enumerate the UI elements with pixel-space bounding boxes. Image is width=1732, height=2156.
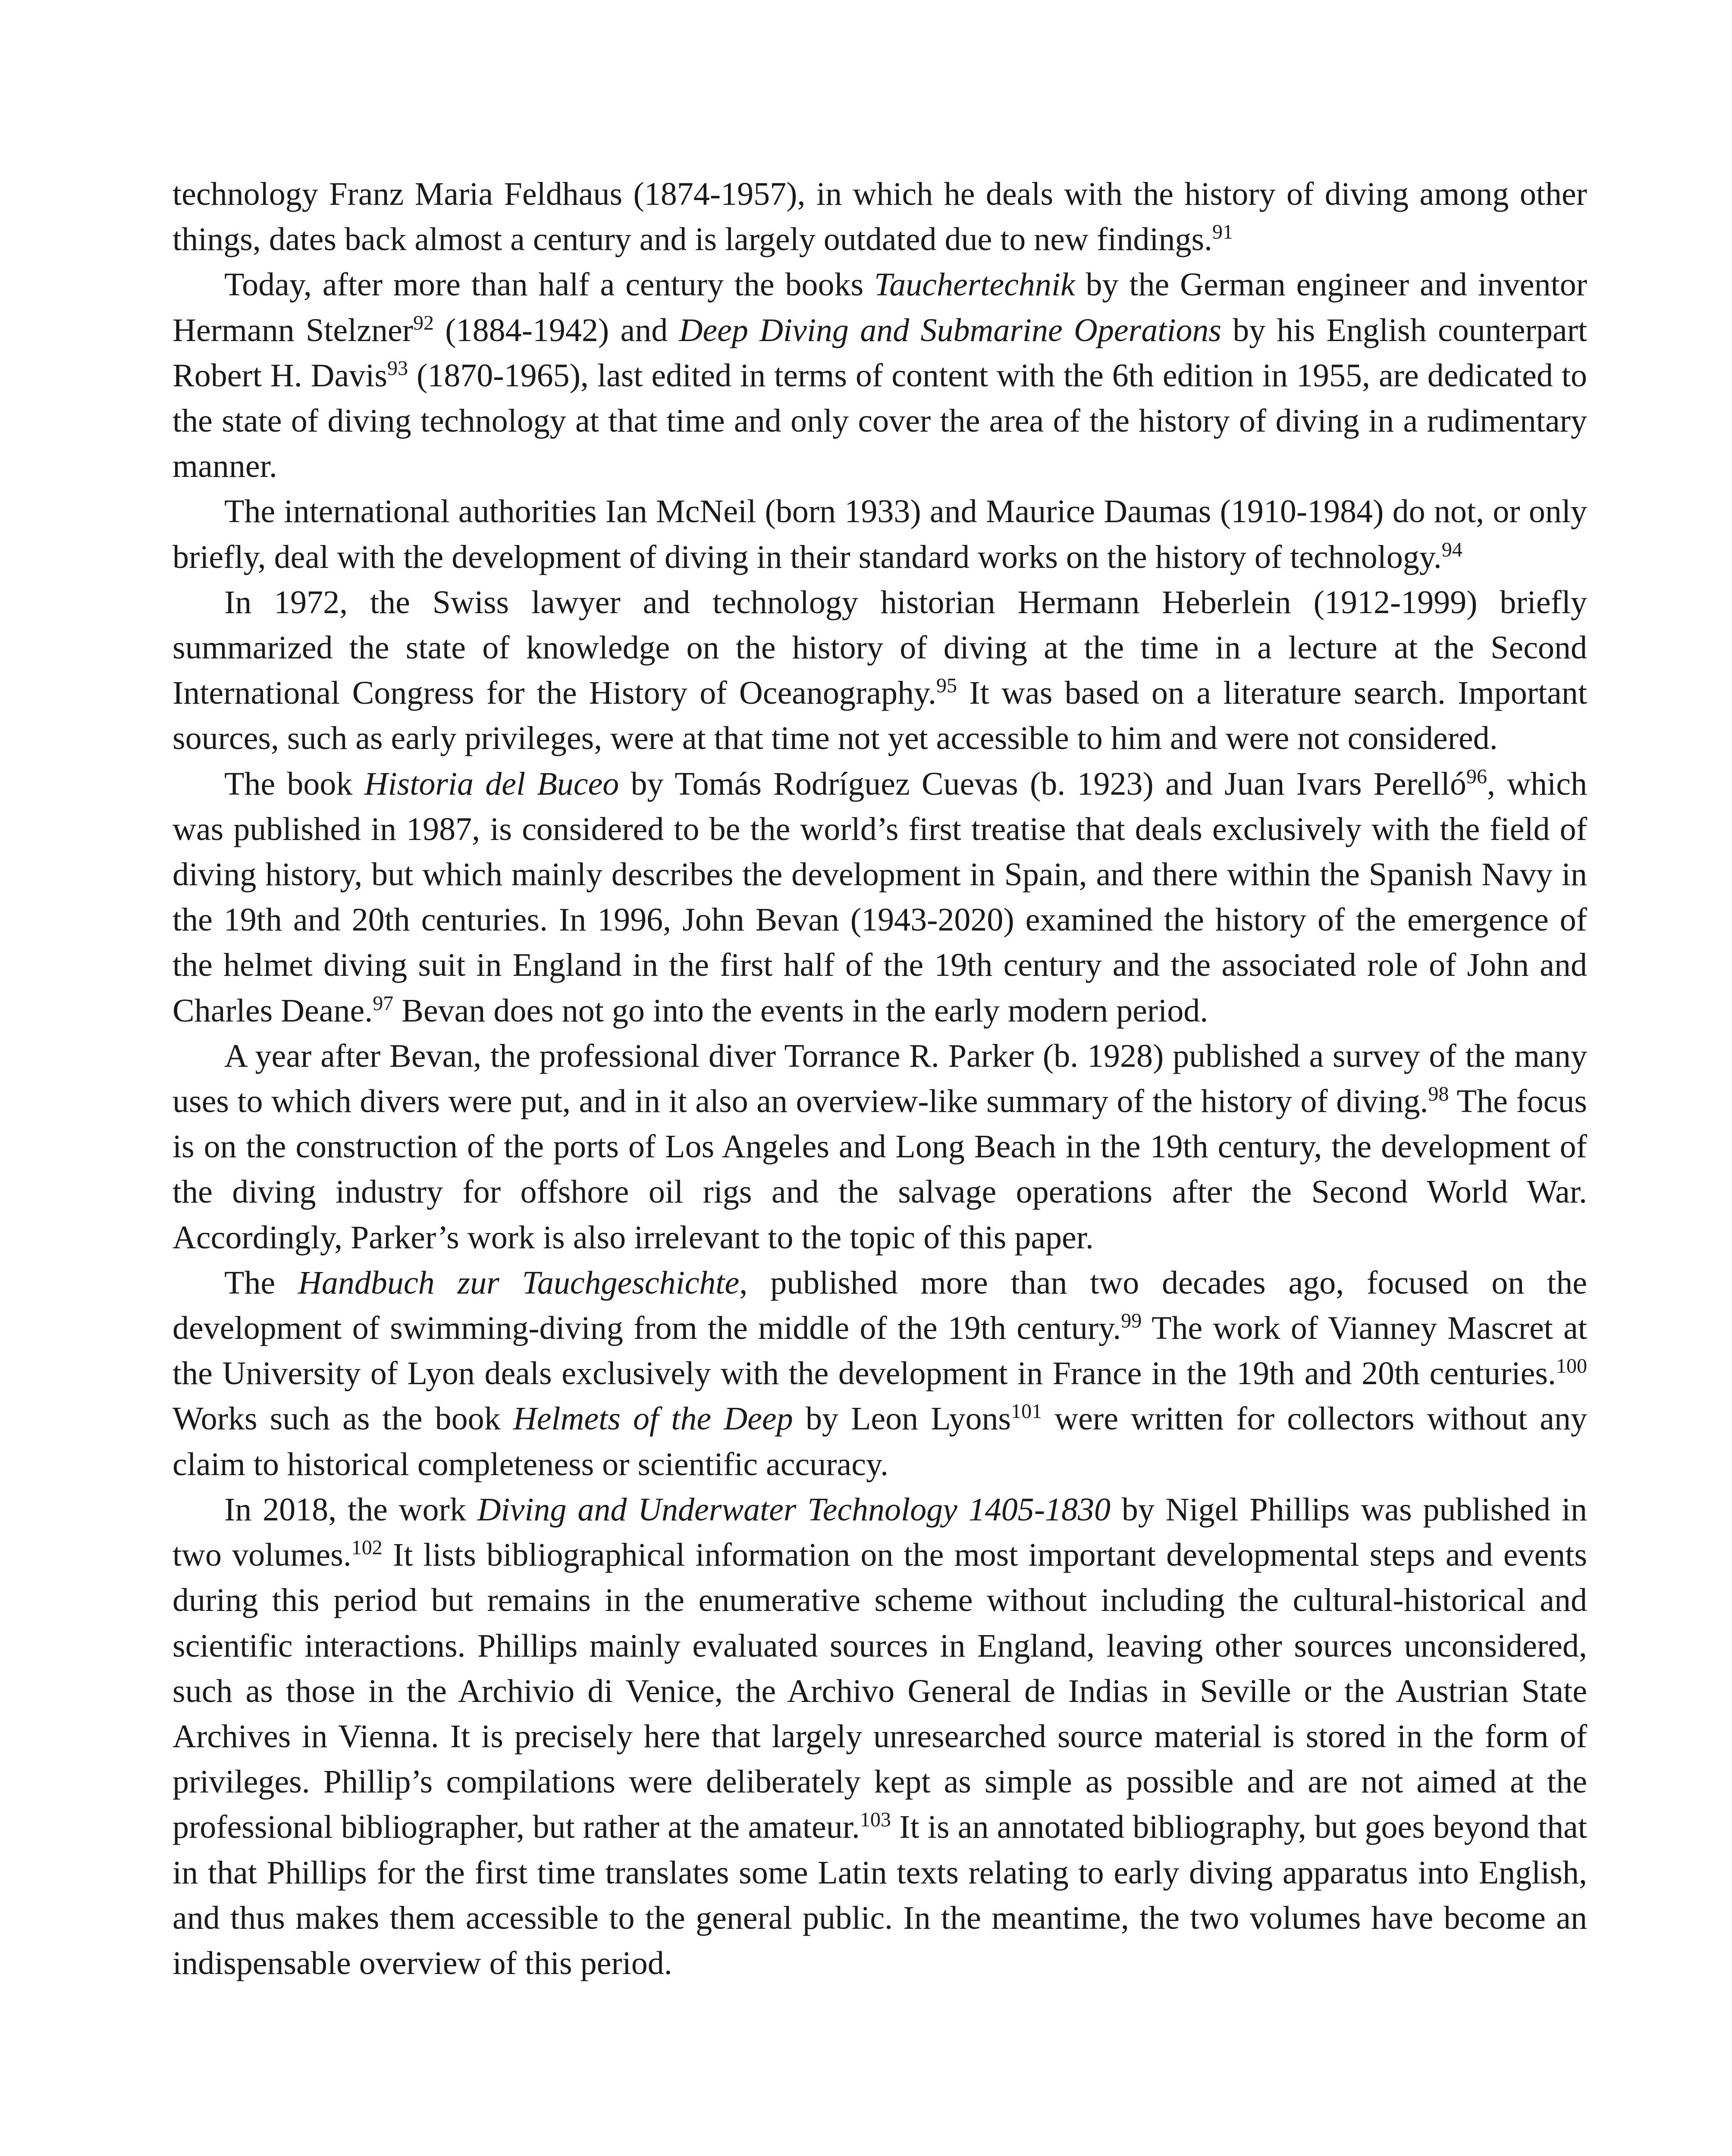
text-run: by the German engineer and inventor Hermann Stelzner <box>173 266 1587 348</box>
footnote-ref: 91 <box>1212 220 1233 244</box>
text-run: The work of Vianney Mascret at the University of Lyon deals exclusively with the development in France in the 19th and 20th centuries. <box>173 1310 1587 1392</box>
text-run: Works such as the book <box>173 1401 513 1437</box>
footnote-ref: 103 <box>860 1808 891 1831</box>
paragraph-mcneil-daumas <box>173 489 1587 580</box>
footnote-ref: 97 <box>373 992 394 1015</box>
footnote-ref: 93 <box>387 357 408 380</box>
footnote-ref: 101 <box>1011 1400 1042 1423</box>
text-run: It lists bibliographical information on the most important developmental steps and events during this period but remains in the enumerative scheme without including the cultural-historical and scientific interactions. Phillips mainly evaluated sources in England, leaving other sources unconsidered, such as those in the Archivio di Venice, the Archivo General de Indias in Seville or the Austrian State Archives in Vienna. It is precisely here that largely unresearched source material is stored in the form of privileges. Phillip’s compilations were deliberately kept as simple as possible and are not aimed at the professional bibliographer, but rather at the amateur. <box>173 1537 1588 1846</box>
text-run: were written for collectors without any claim to historical completeness or scientific accuracy. <box>173 1401 1588 1482</box>
paragraph-tauchertechnik <box>173 262 1587 489</box>
text-run: The focus is on the construction of the ports of Los Angeles and Long Beach in the 19th century, the development of the diving industry for offshore oil rigs and the salvage operations after the Second World War. Accordingly, Parker’s work is also irrelevant to the topic of this paper. <box>173 1083 1587 1256</box>
paragraph-parker <box>173 1034 1587 1260</box>
italic-title: Helmets of the Deep <box>513 1401 793 1437</box>
italic-title: Historia del Buceo <box>364 765 619 802</box>
footnote-ref: 100 <box>1556 1354 1587 1378</box>
footnote-ref: 98 <box>1428 1082 1449 1106</box>
text-run: by Tomás Rodríguez Cuevas (b. 1923) and Juan Ivars Perelló <box>619 765 1467 802</box>
footnote-ref: 92 <box>413 311 434 335</box>
footnote-ref: 102 <box>351 1536 383 1559</box>
paragraph-phillips <box>173 1487 1587 1986</box>
paragraph-continuation <box>173 172 1587 262</box>
text-run: The <box>224 1264 298 1301</box>
text-run: (1870-1965), last edited in terms of content with the 6th edition in 1955, are dedicated to the state of diving technology at that time and only cover the area of the history of diving in a rudimentary manner. <box>173 357 1588 485</box>
paragraph-heberlein <box>173 580 1587 761</box>
paragraph-handbuch <box>173 1260 1587 1487</box>
footnote-ref: 99 <box>1121 1309 1142 1332</box>
paragraph-historia-del-buceo <box>173 761 1587 1034</box>
text-run: Today, after more than half a century the books <box>224 266 874 303</box>
text-run: In 2018, the work <box>224 1491 477 1528</box>
italic-title: Deep Diving and Submarine Operations <box>679 312 1222 348</box>
footnote-ref: 95 <box>936 674 957 697</box>
text-run: The international authorities Ian McNeil (born 1933) and Maurice Daumas (1910-1984) do not, or only briefly, deal with the development of diving in their standard works on the history of technology. <box>173 493 1587 575</box>
text-run: The book <box>224 765 364 802</box>
text-run: by Leon Lyons <box>793 1401 1011 1437</box>
footnote-ref: 96 <box>1466 765 1487 788</box>
italic-title: Diving and Underwater Technology 1405-1830 <box>477 1491 1111 1528</box>
text-run: Bevan does not go into the events in the early modern period. <box>393 992 1208 1029</box>
text-run: by his English counterpart Robert H. Davis <box>173 312 1588 394</box>
text-run: by Nigel Phillips was published in two volumes. <box>173 1491 1587 1573</box>
italic-title: Handbuch zur Tauchgeschichte <box>298 1264 740 1301</box>
text-run: It is an annotated bibliography, but goes beyond that in that Phillips for the first time translates some Latin texts relating to early diving apparatus into English, and thus makes them accessible to the general public. In the meantime, the two volumes have become an indispensable overview of this period. <box>173 1809 1587 1981</box>
text-run: A year after Bevan, the professional diver Torrance R. Parker (b. 1928) published a survey of the many uses to which divers were put, and in it also an overview-like summary of the history of diving. <box>173 1037 1587 1120</box>
text-run: (1884-1942) and <box>434 312 679 348</box>
text-run: , published more than two decades ago, focused on the development of swimming-diving from the middle of the 19th century. <box>173 1264 1588 1347</box>
text-run: In 1972, the Swiss lawyer and technology historian Hermann Heberlein (1912-1999) briefly summarized the state of knowledge on the history of diving at the time in a lecture at the Second International Congress for the History of Oceanography. <box>173 584 1587 711</box>
text-run: , which was published in 1987, is considered to be the world’s first treatise that deals exclusively with the field of diving history, but which mainly describes the development in Spain, and there within the Spanish Navy in the 19th and 20th centuries. In 1996, John Bevan (1943-2020) examined the history of the emergence of the helmet diving suit in England in the first half of the 19th century and the associated role of John and Charles Deane. <box>173 765 1588 1029</box>
text-run: It was based on a literature search. Important sources, such as early privileges, were at that time not yet accessible to him and were not considered. <box>173 675 1588 757</box>
document-body <box>173 172 1587 1986</box>
footnote-ref: 94 <box>1441 538 1462 561</box>
text-run: technology Franz Maria Feldhaus (1874-1957), in which he deals with the history of diving among other things, dates back almost a century and is largely outdated due to new findings. <box>173 176 1587 258</box>
italic-title: Tauchertechnik <box>874 266 1075 303</box>
